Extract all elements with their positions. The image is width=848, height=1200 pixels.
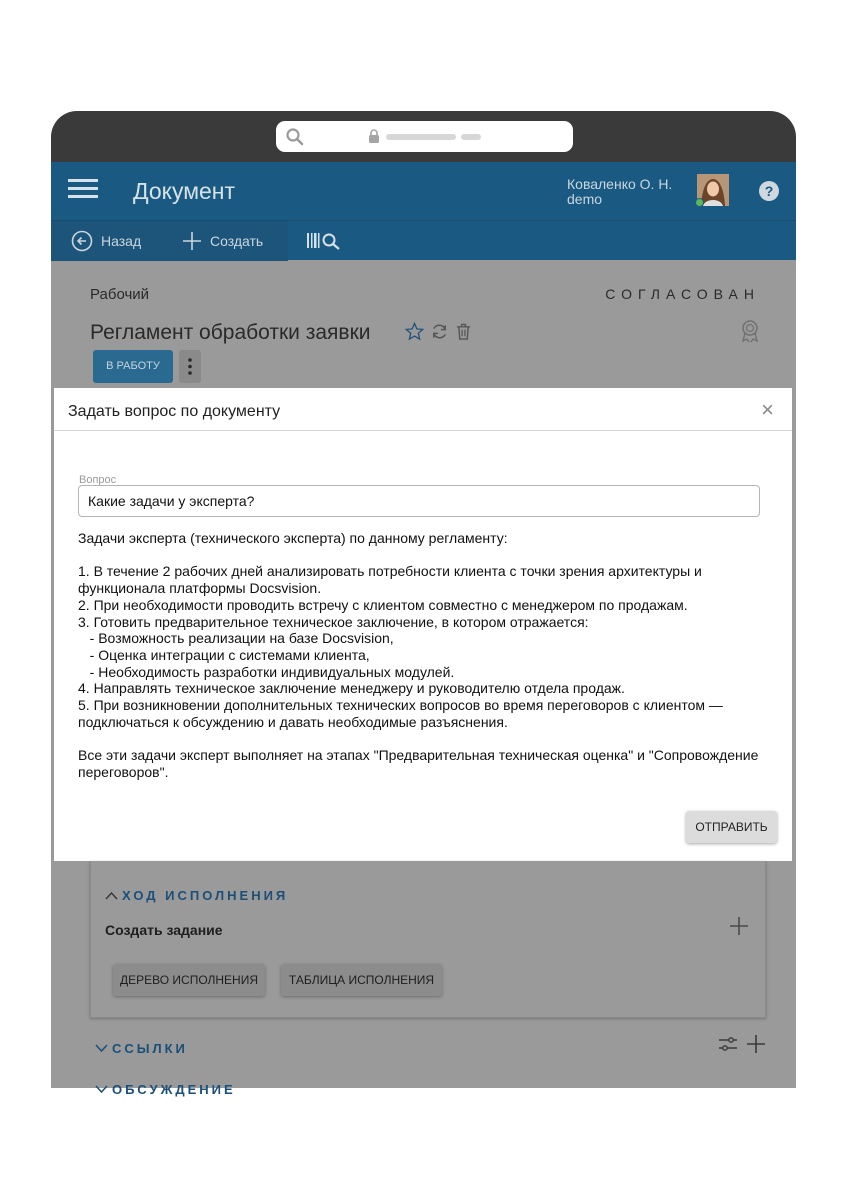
links-actions [718, 1034, 766, 1054]
dialog-title: Задать вопрос по документу [68, 403, 281, 420]
online-status-dot [695, 198, 704, 207]
lock-icon [368, 129, 380, 144]
links-section-toggle[interactable] [95, 1041, 188, 1056]
to-work-button[interactable]: В РАБОТУ [93, 350, 173, 383]
star-icon[interactable] [405, 322, 424, 341]
more-vertical-icon [179, 350, 201, 383]
browser-address-bar[interactable] [276, 121, 573, 152]
send-button[interactable]: ОТПРАВИТЬ [686, 811, 777, 843]
refresh-icon[interactable] [430, 322, 449, 341]
trash-icon[interactable] [455, 322, 472, 341]
answer-text [78, 530, 778, 781]
answer-line: Задачи эксперта (технического эксперта) по данному регламенту: [78, 530, 508, 546]
back-button[interactable] [71, 221, 141, 261]
url-placeholder [461, 134, 481, 140]
links-section-title: ССЫЛКИ [112, 1041, 188, 1056]
chevron-down-icon [95, 1085, 108, 1094]
question-input[interactable]: Какие задачи у эксперта? [78, 485, 760, 517]
answer-line: 3. Готовить предварительное техническое заключение, в котором отражается: [78, 613, 589, 630]
close-icon[interactable]: × [761, 397, 774, 422]
execution-tree-button[interactable]: ДЕРЕВО ИСПОЛНЕНИЯ [113, 964, 265, 996]
create-button[interactable] [182, 221, 263, 261]
discussion-section-toggle[interactable] [95, 1082, 236, 1097]
dialog-header [54, 388, 792, 431]
answer-line: 1. В течение 2 рабочих дней анализировать потребности клиента с точки зрения архитектуры и [78, 563, 702, 580]
menu-icon[interactable] [68, 178, 98, 200]
answer-line [78, 547, 778, 564]
answer-line: функционала платформы Docsvision. [78, 580, 322, 597]
progress-section-toggle[interactable] [105, 888, 288, 903]
award-icon[interactable] [739, 319, 761, 343]
user-login: demo [567, 191, 603, 207]
app-screen [51, 162, 796, 1097]
document-actions [405, 322, 472, 341]
back-label: Назад [101, 233, 142, 249]
page-title: Документ [133, 178, 236, 204]
barcode-search-icon[interactable] [306, 231, 346, 251]
more-button[interactable] [179, 350, 201, 383]
answer-line: 5. При возникновении дополнительных технических вопросов во время переговоров с клиентом — [78, 697, 723, 714]
answer-line [78, 730, 778, 747]
answer-line: подключаться к обсуждению и давать необходимые разъяснения. [78, 713, 508, 730]
document-title: Регламент обработки заявки [90, 321, 371, 344]
answer-line: - Необходимость разработки индивидуальных модулей. [78, 663, 455, 680]
ask-question-dialog [54, 388, 792, 861]
help-icon[interactable]: ? [759, 181, 779, 201]
plus-icon [182, 231, 202, 251]
create-label: Создать [210, 233, 264, 249]
answer-line: - Оценка интеграции с системами клиента, [78, 646, 370, 663]
create-task-label: Создать задание [105, 922, 223, 938]
document-state: СОГЛАСОВАН [605, 286, 760, 302]
discussion-section-title: ОБСУЖДЕНИЕ [112, 1082, 236, 1097]
execution-table-button[interactable]: ТАБЛИЦА ИСПОЛНЕНИЯ [281, 964, 442, 996]
answer-line: Все эти задачи эксперт выполняет на этапах "Предварительная техническая оценка" и "Сопровождение [78, 747, 759, 764]
add-task-icon[interactable] [729, 916, 749, 936]
chevron-down-icon [95, 1044, 108, 1053]
filter-settings-icon[interactable] [718, 1036, 738, 1052]
execution-panel [90, 861, 766, 1018]
user-name[interactable]: Коваленко О. Н. [567, 176, 673, 192]
document-status: Рабочий [90, 286, 150, 303]
progress-section-title: ХОД ИСПОЛНЕНИЯ [122, 888, 289, 903]
answer-line: - Возможность реализации на базе Docsvision, [78, 630, 394, 647]
search-icon[interactable] [285, 127, 305, 147]
url-placeholder [386, 134, 456, 140]
answer-line: переговоров". [78, 763, 169, 780]
device-frame [51, 111, 796, 1097]
add-link-icon[interactable] [746, 1034, 766, 1054]
question-field-label: Вопрос [79, 474, 117, 486]
answer-line: 2. При необходимости проводить встречу с клиентом совместно с менеджером по продажам. [78, 596, 688, 613]
answer-line: 4. Направлять техническое заключение менеджеру и руководителю отдела продаж. [78, 680, 625, 697]
back-arrow-icon [71, 230, 93, 252]
chevron-up-icon [105, 891, 118, 900]
toolbar [51, 220, 796, 260]
app-header [51, 162, 796, 220]
